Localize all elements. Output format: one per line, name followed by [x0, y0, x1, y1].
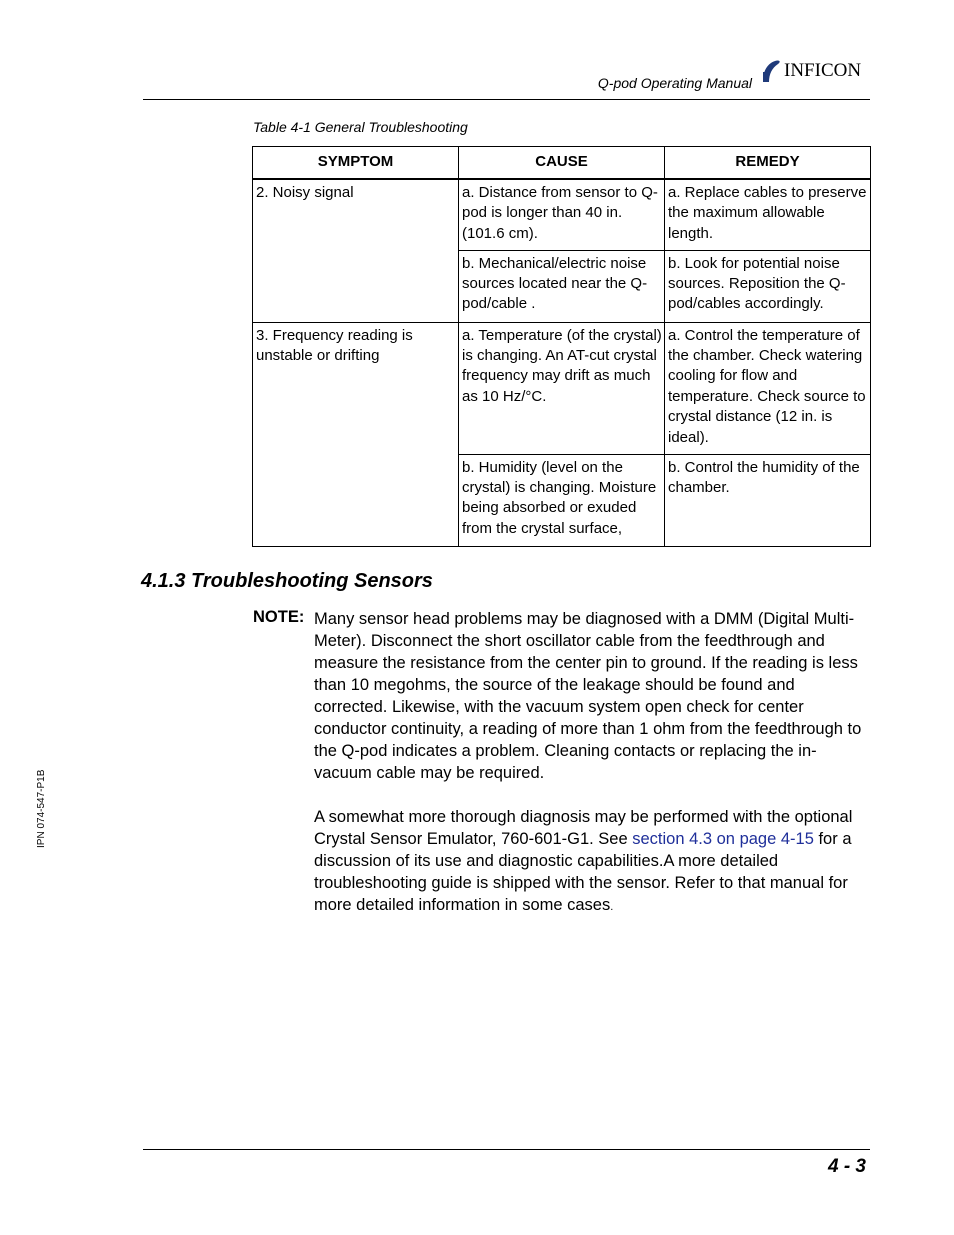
ipn-label: IPN 074-547-P1B — [36, 769, 47, 848]
note-text: A somewhat more thorough diagnosis may be performed with the optional Crystal Sensor Emulator, 760-601-G1. See — [314, 808, 853, 848]
column-header-symptom: SYMPTOM — [253, 147, 459, 180]
column-header-remedy: REMEDY — [665, 147, 871, 180]
note-period: . — [610, 901, 614, 913]
table-caption: Table 4-1 General Troubleshooting — [253, 119, 468, 135]
inficon-logo — [760, 58, 872, 84]
note-label: NOTE: — [253, 608, 305, 626]
note-text: for a discussion of its use and diagnostic capabilities.A more detailed troubleshooting guide is shipped with the sensor. Refer to that manual for more detailed information in some cases — [314, 830, 852, 914]
table-row — [253, 179, 871, 250]
remedy-cell: b. Control the humidity of the chamber. — [665, 454, 871, 546]
table-header-row — [253, 147, 871, 180]
symptom-cell: 3. Frequency reading is unstable or drifting — [253, 322, 459, 546]
remedy-cell: b. Look for potential noise sources. Reposition the Q-pod/cables accordingly. — [665, 250, 871, 322]
note-body — [314, 608, 870, 918]
cause-cell: a. Temperature (of the crystal) is changing. An AT-cut crystal frequency may drift as much as 10 Hz/°C. — [459, 322, 665, 454]
symptom-cell: 2. Noisy signal — [253, 179, 459, 322]
logo-text: INFICON — [784, 60, 862, 81]
footer-rule — [143, 1149, 870, 1150]
remedy-cell: a. Control the temperature of the chamber. Check watering cooling for flow and temperature. Check source to crystal distance (12 in. is ideal). — [665, 322, 871, 454]
note-paragraph: Many sensor head problems may be diagnosed with a DMM (Digital Multi-Meter). Disconnect the short oscillator cable from the feedthrough and measure the resistance from the center pin to ground. If the reading is less than 10 megohms, the source of the leakage should be found and corrected. Likewise, with the vacuum system open check for center conductor continuity, a reading of more than 1 ohm from the feedthrough to the Q-pod indicates a problem. Cleaning contacts or replacing the in-vacuum cable may be required. — [314, 610, 862, 782]
page-number: 4 - 3 — [827, 1156, 866, 1177]
running-header-title: Q-pod Operating Manual — [597, 75, 752, 91]
cause-cell: a. Distance from sensor to Q-pod is longer than 40 in. (101.6 cm). — [459, 179, 665, 250]
remedy-cell: a. Replace cables to preserve the maximum allowable length. — [665, 179, 871, 250]
troubleshooting-table — [252, 146, 871, 547]
cause-cell: b. Humidity (level on the crystal) is changing. Moisture being absorbed or exuded from the crystal surface, — [459, 454, 665, 546]
header-rule — [143, 99, 870, 100]
column-header-cause: CAUSE — [459, 147, 665, 180]
note-paragraph — [314, 806, 870, 918]
logo-mark-icon — [760, 58, 782, 84]
section-4-3-link[interactable]: section 4.3 on page 4-15 — [632, 830, 814, 848]
table-row — [253, 322, 871, 454]
cause-cell: b. Mechanical/electric noise sources located near the Q-pod/cable . — [459, 250, 665, 322]
section-heading: 4.1.3 Troubleshooting Sensors — [141, 570, 433, 592]
